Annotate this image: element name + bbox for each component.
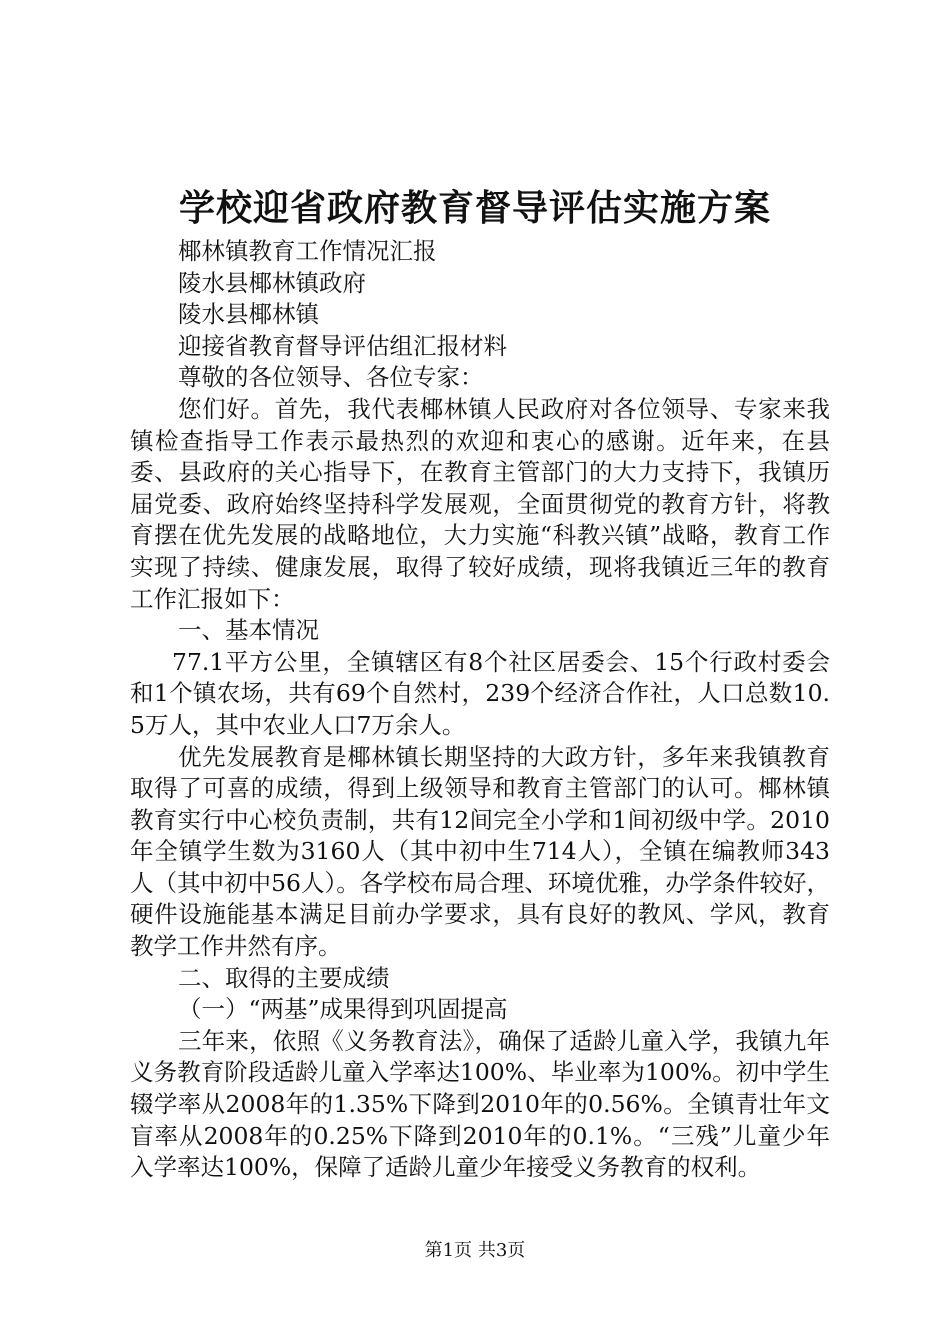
document-title: 学校迎省政府教育督导评估实施方案 bbox=[178, 187, 771, 229]
paragraph-town: 陵水县椰林镇 bbox=[178, 300, 319, 329]
document-body bbox=[130, 236, 830, 1184]
paragraph-basic-stats: 77.1平方公里，全镇辖区有8个社区居委会、15个行政村委会和1个镇农场，共有69个自然村，239个经济合作社，人口总数10.5万人，其中农业人口7万余人。 bbox=[130, 647, 830, 739]
paragraph-report-heading: 椰林镇教育工作情况汇报 bbox=[178, 237, 437, 265]
paragraph-materials: 迎接省教育督导评估组汇报材料 bbox=[178, 331, 507, 360]
subsection-heading-liangji: （一）“两基”成果得到巩固提高 bbox=[178, 995, 508, 1024]
page-footer: 第1页 共3页 bbox=[424, 1240, 526, 1261]
paragraph-enrollment: 三年来，依照《义务教育法》，确保了适龄儿童入学，我镇九年义务教育阶段适龄儿童入学率达100%、毕业率为100%。初中学生辍学率从2008年的1.35%下降到2010年的0.56%。全镇青壮年文盲率从2008年的0.25%下降到2010年的0.1%。“三残”儿童少年入学率达100%，保障了适龄儿童少年接受义务教育的权利。 bbox=[130, 1026, 830, 1182]
section-heading-achievements: 二、取得的主要成绩 bbox=[178, 963, 390, 992]
paragraph-greeting: 您们好。首先，我代表椰林镇人民政府对各位领导、专家来我镇检查指导工作表示最热烈的欢迎和衷心的感谢。近年来，在县委、县政府的关心指导下，在教育主管部门的大力支持下，我镇历届党委、政府始终坚持科学发展观，全面贯彻党的教育方针，将教育摆在优先发展的战略地位，大力实施“科教兴镇”战略，教育工作实现了持续、健康发展，取得了较好成绩，现将我镇近三年的教育工作汇报如下： bbox=[130, 394, 830, 613]
paragraph-salutation: 尊敬的各位领导、各位专家： bbox=[178, 363, 484, 392]
paragraph-government: 陵水县椰林镇政府 bbox=[178, 268, 366, 297]
section-heading-basic: 一、基本情况 bbox=[178, 616, 319, 645]
paragraph-education-overview: 优先发展教育是椰林镇长期坚持的大政方针，多年来我镇教育取得了可喜的成绩，得到上级领导和教育主管部门的认可。椰林镇教育实行中心校负责制，共有12间完全小学和1间初级中学。2010年全镇学生数为3160人（其中初中生714人），全镇在编教师343人（其中初中56人）。各学校布局合理、环境优雅，办学条件较好，硬件设施能基本满足目前办学要求，具有良好的教风、学风，教育教学工作井然有序。 bbox=[130, 742, 830, 961]
